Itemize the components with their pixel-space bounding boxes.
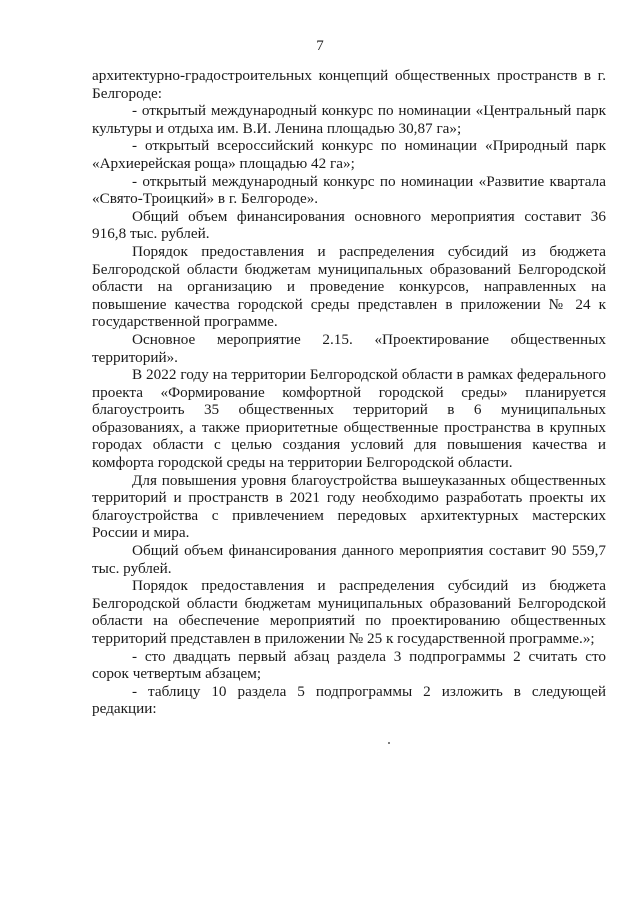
paragraph: В 2022 году на территории Белгородской области в рамках федерального проекта «Формирование комфортной городской среды» планируется благоустроить 35 общественных территорий в 6 муниципальных образованиях, а также приоритетные общественные пространства в крупных городах области с целью создания условий для повышения качества и комфорта городской среды на территории Белгородской области.: [92, 366, 606, 472]
paragraph: - открытый всероссийский конкурс по номинации «Природный парк «Архиерейская роща» площадью 42 га»;: [92, 137, 606, 172]
paragraph: - таблицу 10 раздела 5 подпрограммы 2 изложить в следующей редакции:: [92, 682, 606, 718]
paragraph: Порядок предоставления и распределения субсидий из бюджета Белгородской области бюджетам муниципальных образований Белгородской области на организацию и проведение конкурсов, направленных на повышение качества городской среды представлен в приложении № 24 к государственной программе.: [92, 242, 606, 331]
page-number: 7: [316, 38, 324, 54]
body-text: [92, 67, 606, 718]
paragraph: Для повышения уровня благоустройства вышеуказанных общественных территорий и пространств в 2021 году необходимо разработать проекты их благоустройства с привлечением передовых архитектурных мастерских России и мира.: [92, 471, 606, 542]
paragraph: Общий объем финансирования данного мероприятия составит 90 559,7 тыс. рублей.: [92, 542, 606, 577]
scan-speck: [388, 742, 390, 744]
paragraph: архитектурно-градостроительных концепций общественных пространств в г. Белгороде:: [92, 67, 606, 102]
paragraph: Общий объем финансирования основного мероприятия составит 36 916,8 тыс. рублей.: [92, 207, 606, 243]
paragraph: - сто двадцать первый абзац раздела 3 подпрограммы 2 считать сто сорок четвертым абзацем;: [92, 647, 606, 683]
paragraph: Основное мероприятие 2.15. «Проектирование общественных территорий».: [92, 330, 606, 366]
paragraph: - открытый международный конкурс по номинации «Центральный парк культуры и отдыха им. В.И. Ленина площадью 30,87 га»;: [92, 102, 606, 137]
paragraph: Порядок предоставления и распределения субсидий из бюджета Белгородской области бюджетам муниципальных образований Белгородской области на обеспечение мероприятий по проектированию общественных территорий представлен в приложении № 25 к государственной программе.»;: [92, 577, 606, 647]
paragraph: - открытый международный конкурс по номинации «Развитие квартала «Свято-Троицкий» в г. Белгороде».: [92, 172, 606, 208]
